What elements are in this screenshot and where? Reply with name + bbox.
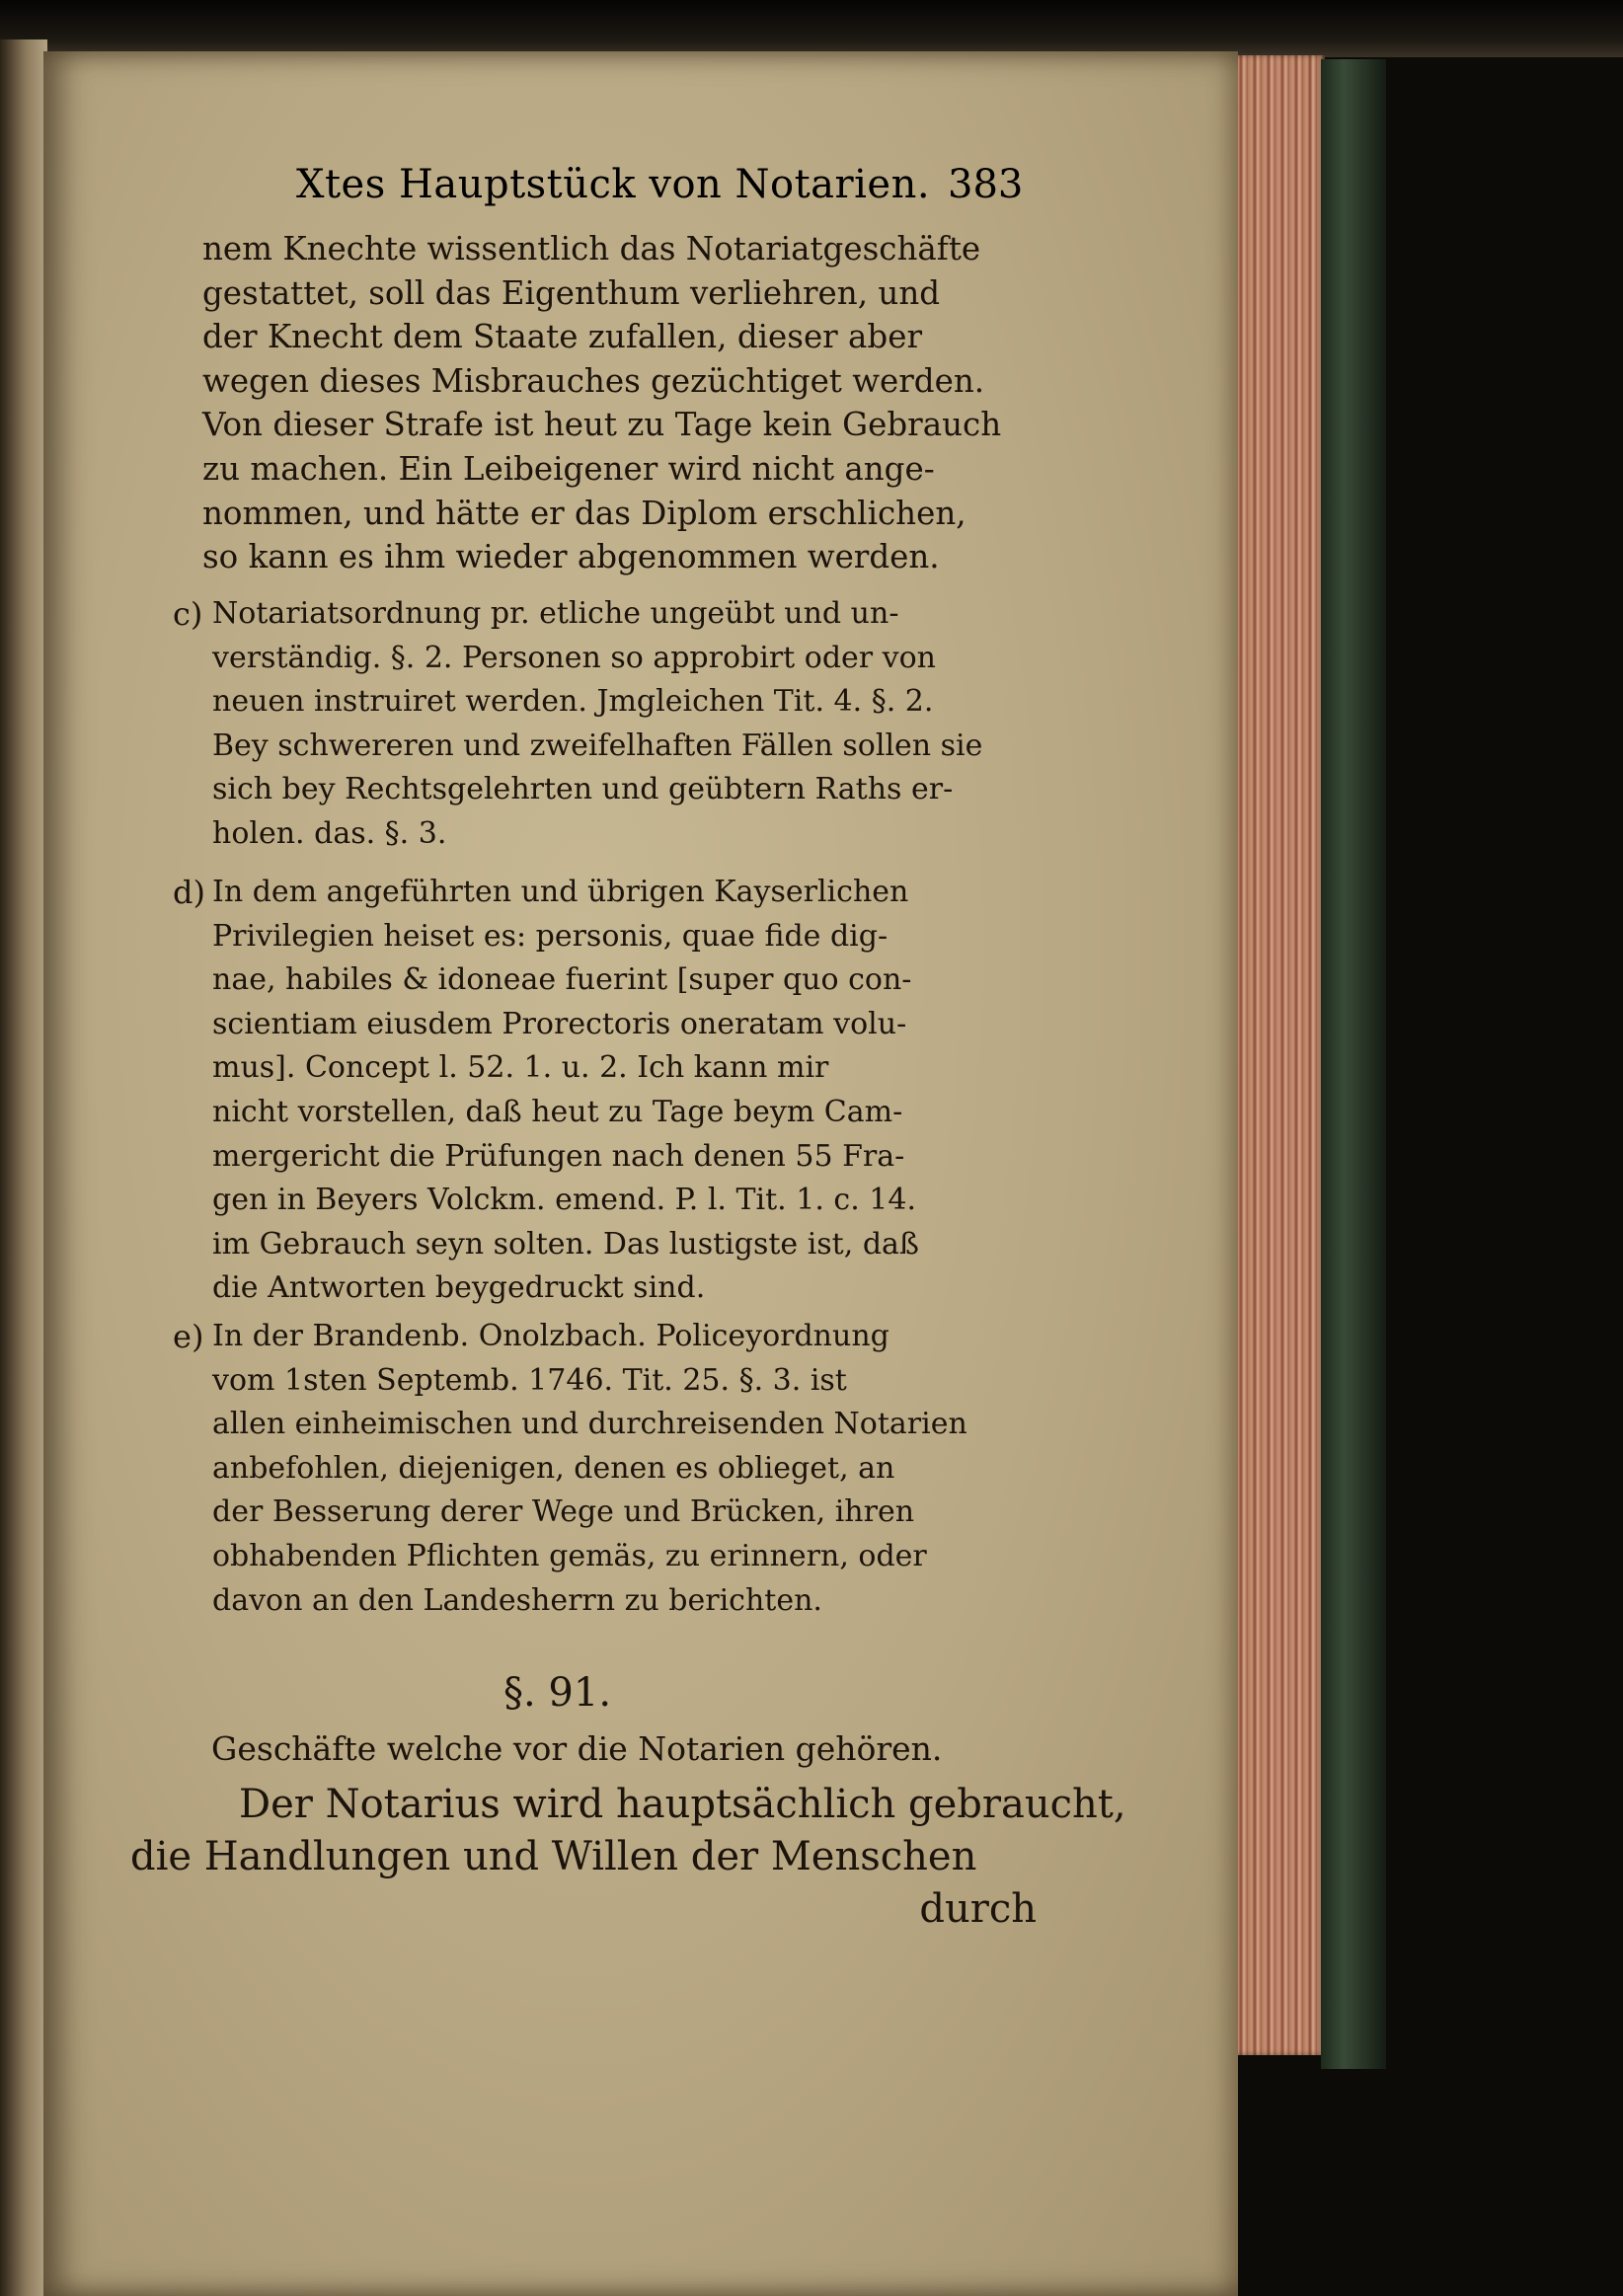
footnote-e	[173, 1315, 1022, 1623]
footnote-line: der Besserung derer Wege und Brücken, ihren	[212, 1494, 915, 1530]
footnote-line: gen in Beyers Volckm. emend. P. l. Tit. 1. c. 14.	[212, 1183, 916, 1218]
text-line: nem Knechte wissentlich das Notariatgeschäfte	[202, 230, 981, 268]
footnote-label: e)	[173, 1318, 204, 1355]
footnote-line: neuen instruiret werden. Jmgleichen Tit. 4. §. 2.	[212, 684, 934, 720]
footnote-label: c)	[173, 595, 203, 633]
body-line: Der Notarius wird hauptsächlich gebraucht,	[239, 1782, 1126, 1827]
footnote-line: In dem angeführten und übrigen Kayserlichen	[212, 875, 909, 909]
footnote-line: scientiam eiusdem Prorectoris oneratam volu-	[212, 1006, 907, 1041]
footnote-c	[173, 592, 1022, 857]
page-stack-edges	[1234, 55, 1325, 2055]
footnote-line: nicht vorstellen, daß heut zu Tage beym Cam-	[212, 1094, 903, 1129]
text-line: nommen, und hätte er das Diplom erschlichen,	[202, 494, 966, 532]
section-mark: §. 91.	[503, 1670, 612, 1716]
footnote-line: mergericht die Prüfungen nach denen 55 Fra-	[212, 1138, 905, 1174]
footnote-line: nae, habiles & idoneae fuerint [super quo con-	[212, 962, 912, 998]
footnote-line: vom 1sten Septemb. 1746. Tit. 25. §. 3. ist	[212, 1362, 847, 1398]
text-line: so kann es ihm wieder abgenommen werden.	[202, 538, 940, 576]
footnote-line: sich bey Rechtsgelehrten und geübtern Raths er-	[212, 772, 954, 807]
section-body	[130, 1779, 1126, 1936]
running-title: Xtes Hauptstück von Notarien.	[296, 162, 931, 207]
footnote-line: In der Brandenb. Onolzbach. Policeyordnung	[212, 1319, 889, 1353]
footnote-line: holen. das. §. 3.	[212, 815, 447, 851]
running-header	[296, 162, 1046, 221]
footnote-line: Bey schwereren und zweifelhaften Fällen sollen sie	[212, 727, 983, 763]
footnote-line: im Gebrauch seyn solten. Das lustigste ist, daß	[212, 1226, 919, 1262]
footnote-line: verständig. §. 2. Personen so approbirt oder von	[212, 640, 936, 675]
footnote-line: obhabenden Pflichten gemäs, zu erinnern, oder	[212, 1538, 927, 1573]
footnote-label: d)	[173, 874, 205, 911]
page-number: 383	[948, 162, 1024, 207]
section-heading: Geschäfte welche vor die Notarien gehören.	[211, 1729, 943, 1768]
left-page-edge	[0, 39, 47, 2296]
book-cover-edge	[1321, 59, 1386, 2069]
footnote-line: die Antworten beygedruckt sind.	[212, 1270, 706, 1306]
footnote-line: allen einheimischen und durchreisenden Notarien	[212, 1407, 967, 1442]
catchword: durch	[919, 1886, 1037, 1932]
text-line: gestattet, soll das Eigenthum verliehren, und	[202, 273, 941, 312]
footnote-d	[173, 871, 1022, 1311]
footnote-line: Privilegien heiset es: personis, quae fide dig-	[212, 918, 889, 954]
text-line: Von dieser Strafe ist heut zu Tage kein Gebrauch	[202, 406, 1002, 444]
text-line: wegen dieses Misbrauches gezüchtiget werden.	[202, 361, 985, 400]
book-page	[43, 51, 1238, 2296]
footnote-line: mus]. Concept l. 52. 1. u. 2. Ich kann mir	[212, 1050, 829, 1086]
footnote-line: anbefohlen, diejenigen, denen es oblieget, an	[212, 1450, 895, 1486]
footnote-line: davon an den Landesherrn zu berichten.	[212, 1582, 822, 1618]
text-line: zu machen. Ein Leibeigener wird nicht ange-	[202, 449, 935, 488]
binding-top-strip	[0, 0, 1623, 57]
footnote-line: Notariatsordnung pr. etliche ungeübt und un-	[212, 596, 899, 631]
text-line: der Knecht dem Staate zufallen, dieser aber	[202, 318, 922, 356]
paragraph-continuation	[202, 227, 1012, 579]
body-line: die Handlungen und Willen der Menschen	[130, 1834, 977, 1879]
